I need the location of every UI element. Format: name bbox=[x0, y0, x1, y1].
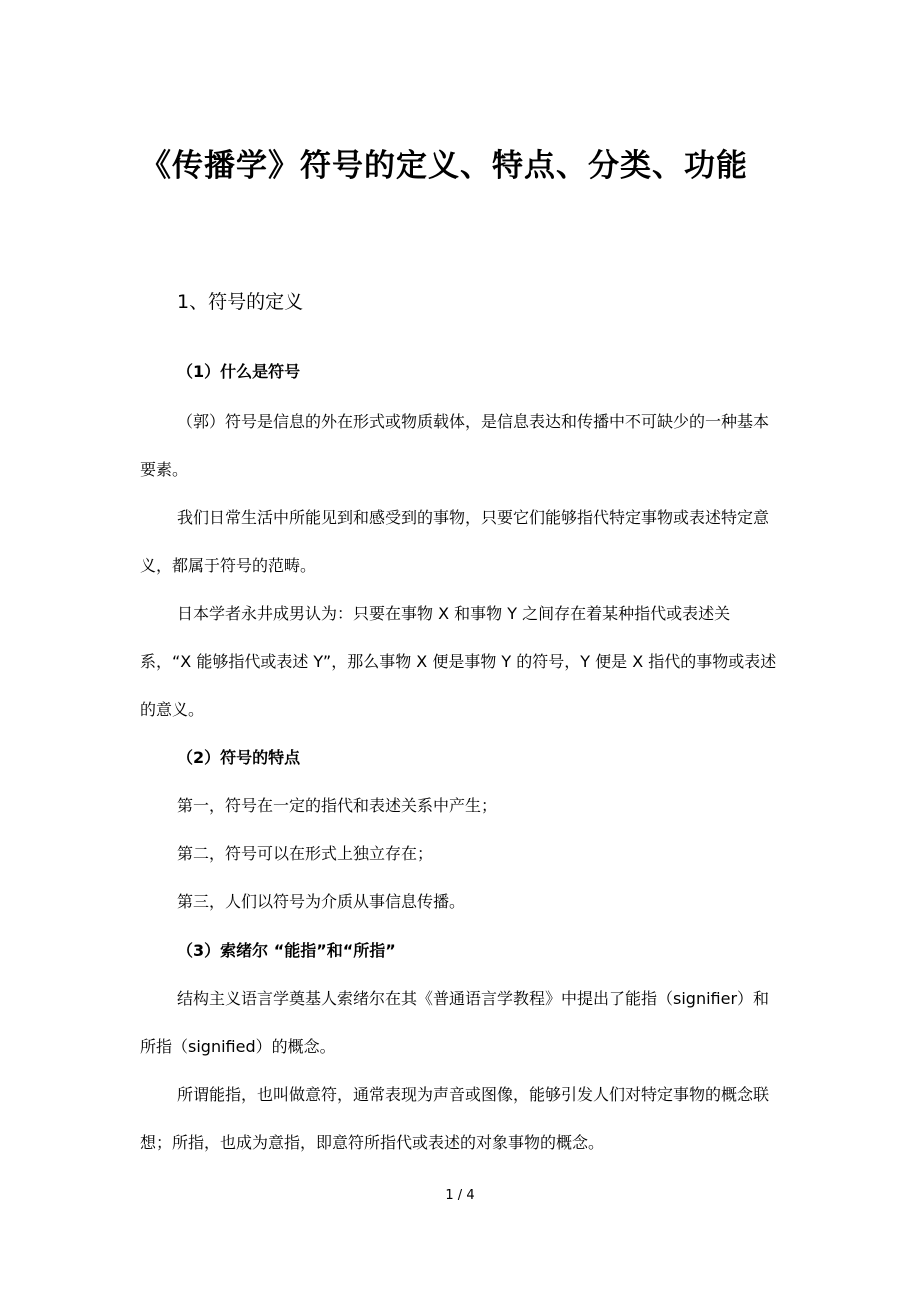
subheading-symbol-features: （2）符号的特点 bbox=[177, 748, 301, 767]
paragraph-feature-3: 第三，人们以符号为介质从事信息传播。 bbox=[177, 892, 466, 911]
document-title: 《传播学》符号的定义、特点、分类、功能 bbox=[140, 148, 748, 184]
subheading-saussure: （3）索绪尔 “能指”和“所指” bbox=[177, 941, 396, 960]
paragraph-feature-2: 第二，符号可以在形式上独立存在； bbox=[177, 844, 434, 863]
paragraph-signifier-signified: 所谓能指，也叫做意符，通常表现为声音或图像，能够引发人们对特定事物的概念联想；所指，也成为意指，即意符所指代或表述的对象事物的概念。 bbox=[140, 1085, 770, 1152]
paragraph-daily-life-symbols: 我们日常生活中所能见到和感受到的事物，只要它们能够指代特定事物或表述特定意义，都属于符号的范畴。 bbox=[140, 508, 770, 575]
paragraph-feature-1: 第一，符号在一定的指代和表述关系中产生； bbox=[177, 796, 498, 815]
section-heading-definition: 1、符号的定义 bbox=[177, 291, 304, 313]
paragraph-symbol-definition: （郭）符号是信息的外在形式或物质载体，是信息表达和传播中不可缺少的一种基本要素。 bbox=[140, 412, 770, 479]
paragraph-saussure-concepts: 结构主义语言学奠基人索绪尔在其《普通语言学教程》中提出了能指（signifier）和所指（signified）的概念。 bbox=[140, 989, 770, 1056]
page-number: 1 / 4 bbox=[445, 1188, 475, 1203]
subheading-what-is-symbol: （1）什么是符号 bbox=[177, 362, 301, 381]
paragraph-nagai-theory: 日本学者永井成男认为：只要在事物 X 和事物 Y 之间存在着某种指代或表述关系，“X 能够指代或表述 Y”，那么事物 X 便是事物 Y 的符号，Y 便是 X 指代的事物或表述的意义。 bbox=[140, 604, 777, 719]
